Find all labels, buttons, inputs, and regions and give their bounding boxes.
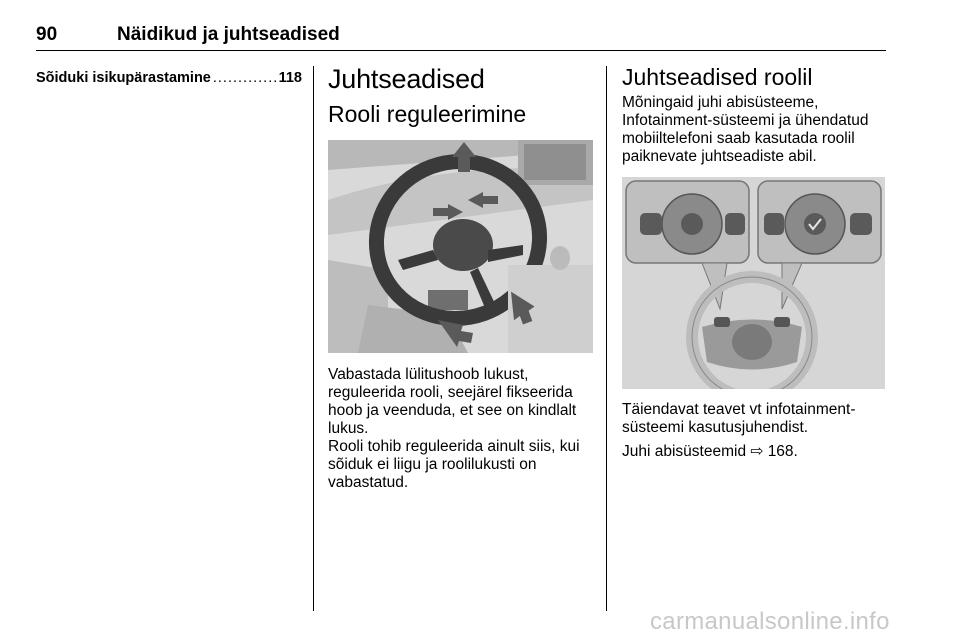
steering-controls-figure <box>622 177 885 389</box>
header-rule <box>36 50 886 51</box>
paragraph-driver-assist-ref <box>622 443 884 461</box>
column-divider-right <box>606 66 607 611</box>
section-heading: Juhtseadised <box>328 64 485 94</box>
steering-adjustment-figure <box>328 140 593 353</box>
column-steering-controls <box>622 62 884 166</box>
column-steering-adjustment <box>328 62 593 129</box>
steering-wheel-controls-illustration-icon <box>622 177 885 389</box>
watermark: carmanualsonline.info <box>650 608 890 635</box>
paragraph-more-info: Täiendavat teavet vt infotainment-süsteemi kasutusjuhendist. <box>622 401 856 436</box>
paragraph-controls-intro: Mõningaid juhi abisüsteeme, Infotainment-süsteemi ja ühendatud mobiiltelefoni saab kasutada roolil paiknevate juhtseadiste abil. <box>622 94 869 165</box>
toc-entry[interactable] <box>36 70 302 86</box>
page-number: 90 <box>36 24 58 45</box>
section-heading-controls: Juhtseadised roolil <box>622 64 813 90</box>
column-divider-left <box>313 66 314 611</box>
page-header <box>36 24 886 54</box>
chapter-title: Näidikud ja juhtseadised <box>117 24 340 45</box>
ref-arrow-icon: ⇨ <box>750 443 764 460</box>
toc-entry-page: 118 <box>278 70 302 86</box>
ref-text: Juhi abisüsteemid <box>622 443 751 460</box>
steering-adjustment-illustration-icon <box>328 140 593 353</box>
toc-entry-label: Sõiduki isikupärastamine <box>36 70 211 86</box>
paragraph-unlock-instructions: Vabastada lülitushoob lukust, reguleerida rooli, seejärel fikseerida hoob ja veenduda, et see on kindlalt lukus. <box>328 366 577 437</box>
subsection-heading: Rooli reguleerimine <box>328 101 527 127</box>
ref-page-link[interactable]: 168. <box>767 443 798 460</box>
paragraph-adjust-warning: Rooli tohib reguleerida ainult siis, kui sõiduk ei liigu ja roolilukusti on vabastatud. <box>328 438 580 491</box>
toc-leader-dots <box>213 70 277 86</box>
